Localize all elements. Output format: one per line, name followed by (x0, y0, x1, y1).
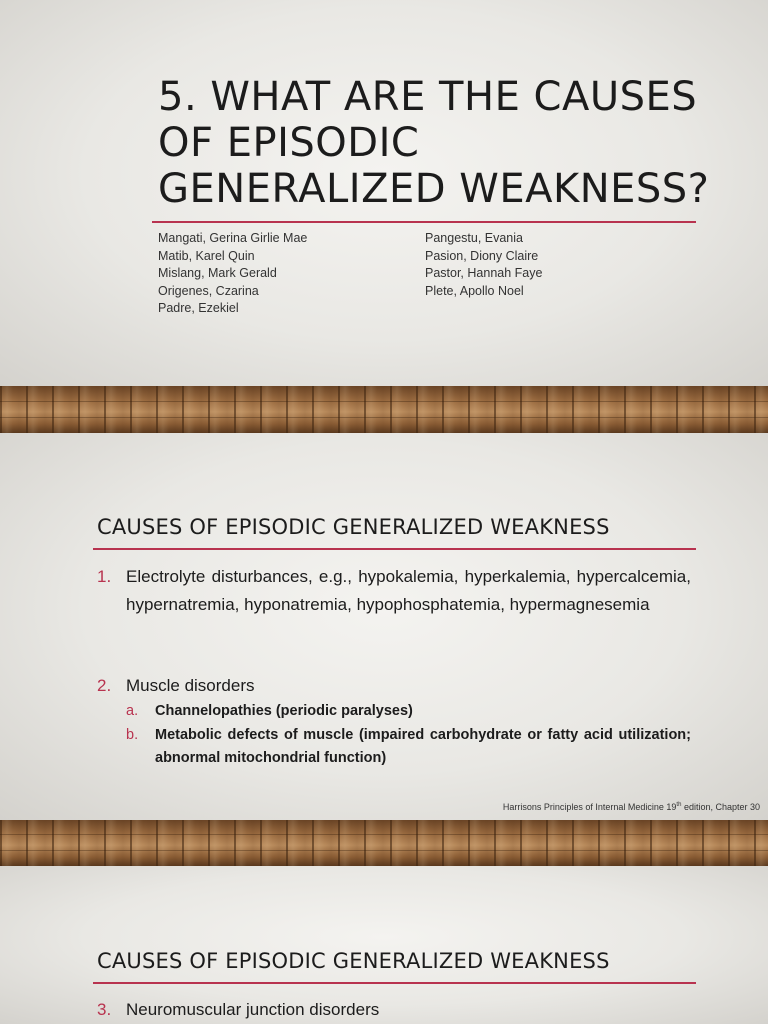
author-name: Mislang, Mark Gerald (158, 266, 277, 280)
author-name: Plete, Apollo Noel (425, 283, 524, 298)
list-number: 1. (97, 567, 112, 586)
reference-citation (503, 802, 760, 812)
list-text: Muscle disorders (126, 676, 255, 695)
author-name: Mangati, Gerina Girlie Mae (158, 231, 308, 245)
reference-tail: edition, Chapter 30 (681, 802, 760, 812)
reference-superscript: th (676, 802, 682, 808)
slide-title (158, 74, 718, 212)
list-text: Neuromuscular junction disorders (126, 1000, 380, 1019)
authors-left-column (158, 230, 307, 318)
slide-heading: CAUSES OF EPISODIC GENERALIZED WEAKNESS (97, 949, 610, 973)
wood-floor-divider (0, 386, 768, 433)
list-text: Electrolyte disturbances, e.g., hypokalemia, hyperkalemia, hypercalcemia, hypernatremia, hyponatremia, hypophosphatemia, hypermagnesemia (126, 567, 691, 614)
title-line: 5. WHAT ARE THE CAUSES (158, 74, 698, 120)
list-item-2 (97, 672, 691, 700)
author-name: Matib, Karel Quin (158, 248, 255, 263)
wood-floor-divider (0, 820, 768, 866)
list-number: 2. (97, 676, 112, 695)
title-line: OF EPISODIC (158, 120, 420, 166)
author-name: Origenes, Czarina (158, 283, 259, 298)
author-name: Pasion, Diony Claire (425, 248, 539, 263)
authors-right-column (425, 230, 542, 300)
slide-heading: CAUSES OF EPISODIC GENERALIZED WEAKNESS (97, 515, 610, 539)
sub-letter: b. (126, 727, 139, 743)
sub-item-a (126, 700, 691, 723)
title-divider (152, 221, 696, 223)
causes-slide-2 (0, 866, 768, 1024)
heading-divider (93, 982, 696, 984)
author-name: Pastor, Hannah Faye (425, 266, 543, 280)
title-line: GENERALIZED WEAKNESS? (158, 166, 710, 212)
title-slide (0, 0, 768, 386)
sub-letter: a. (126, 703, 139, 719)
sub-item-b (126, 724, 691, 770)
author-name: Pangestu, Evania (425, 231, 523, 245)
heading-divider (93, 548, 696, 550)
causes-slide-1 (0, 433, 768, 820)
list-item-3 (97, 996, 691, 1024)
reference-text: Harrisons Principles of Internal Medicine 19 (502, 802, 677, 812)
author-name: Padre, Ezekiel (158, 301, 239, 315)
sub-text: Metabolic defects of muscle (impaired carbohydrate or fatty acid utilization; abnormal mitochondrial function) (155, 727, 691, 766)
sub-text: Channelopathies (periodic paralyses) (155, 703, 413, 719)
list-number: 3. (97, 1000, 112, 1019)
list-item-1 (97, 563, 691, 619)
